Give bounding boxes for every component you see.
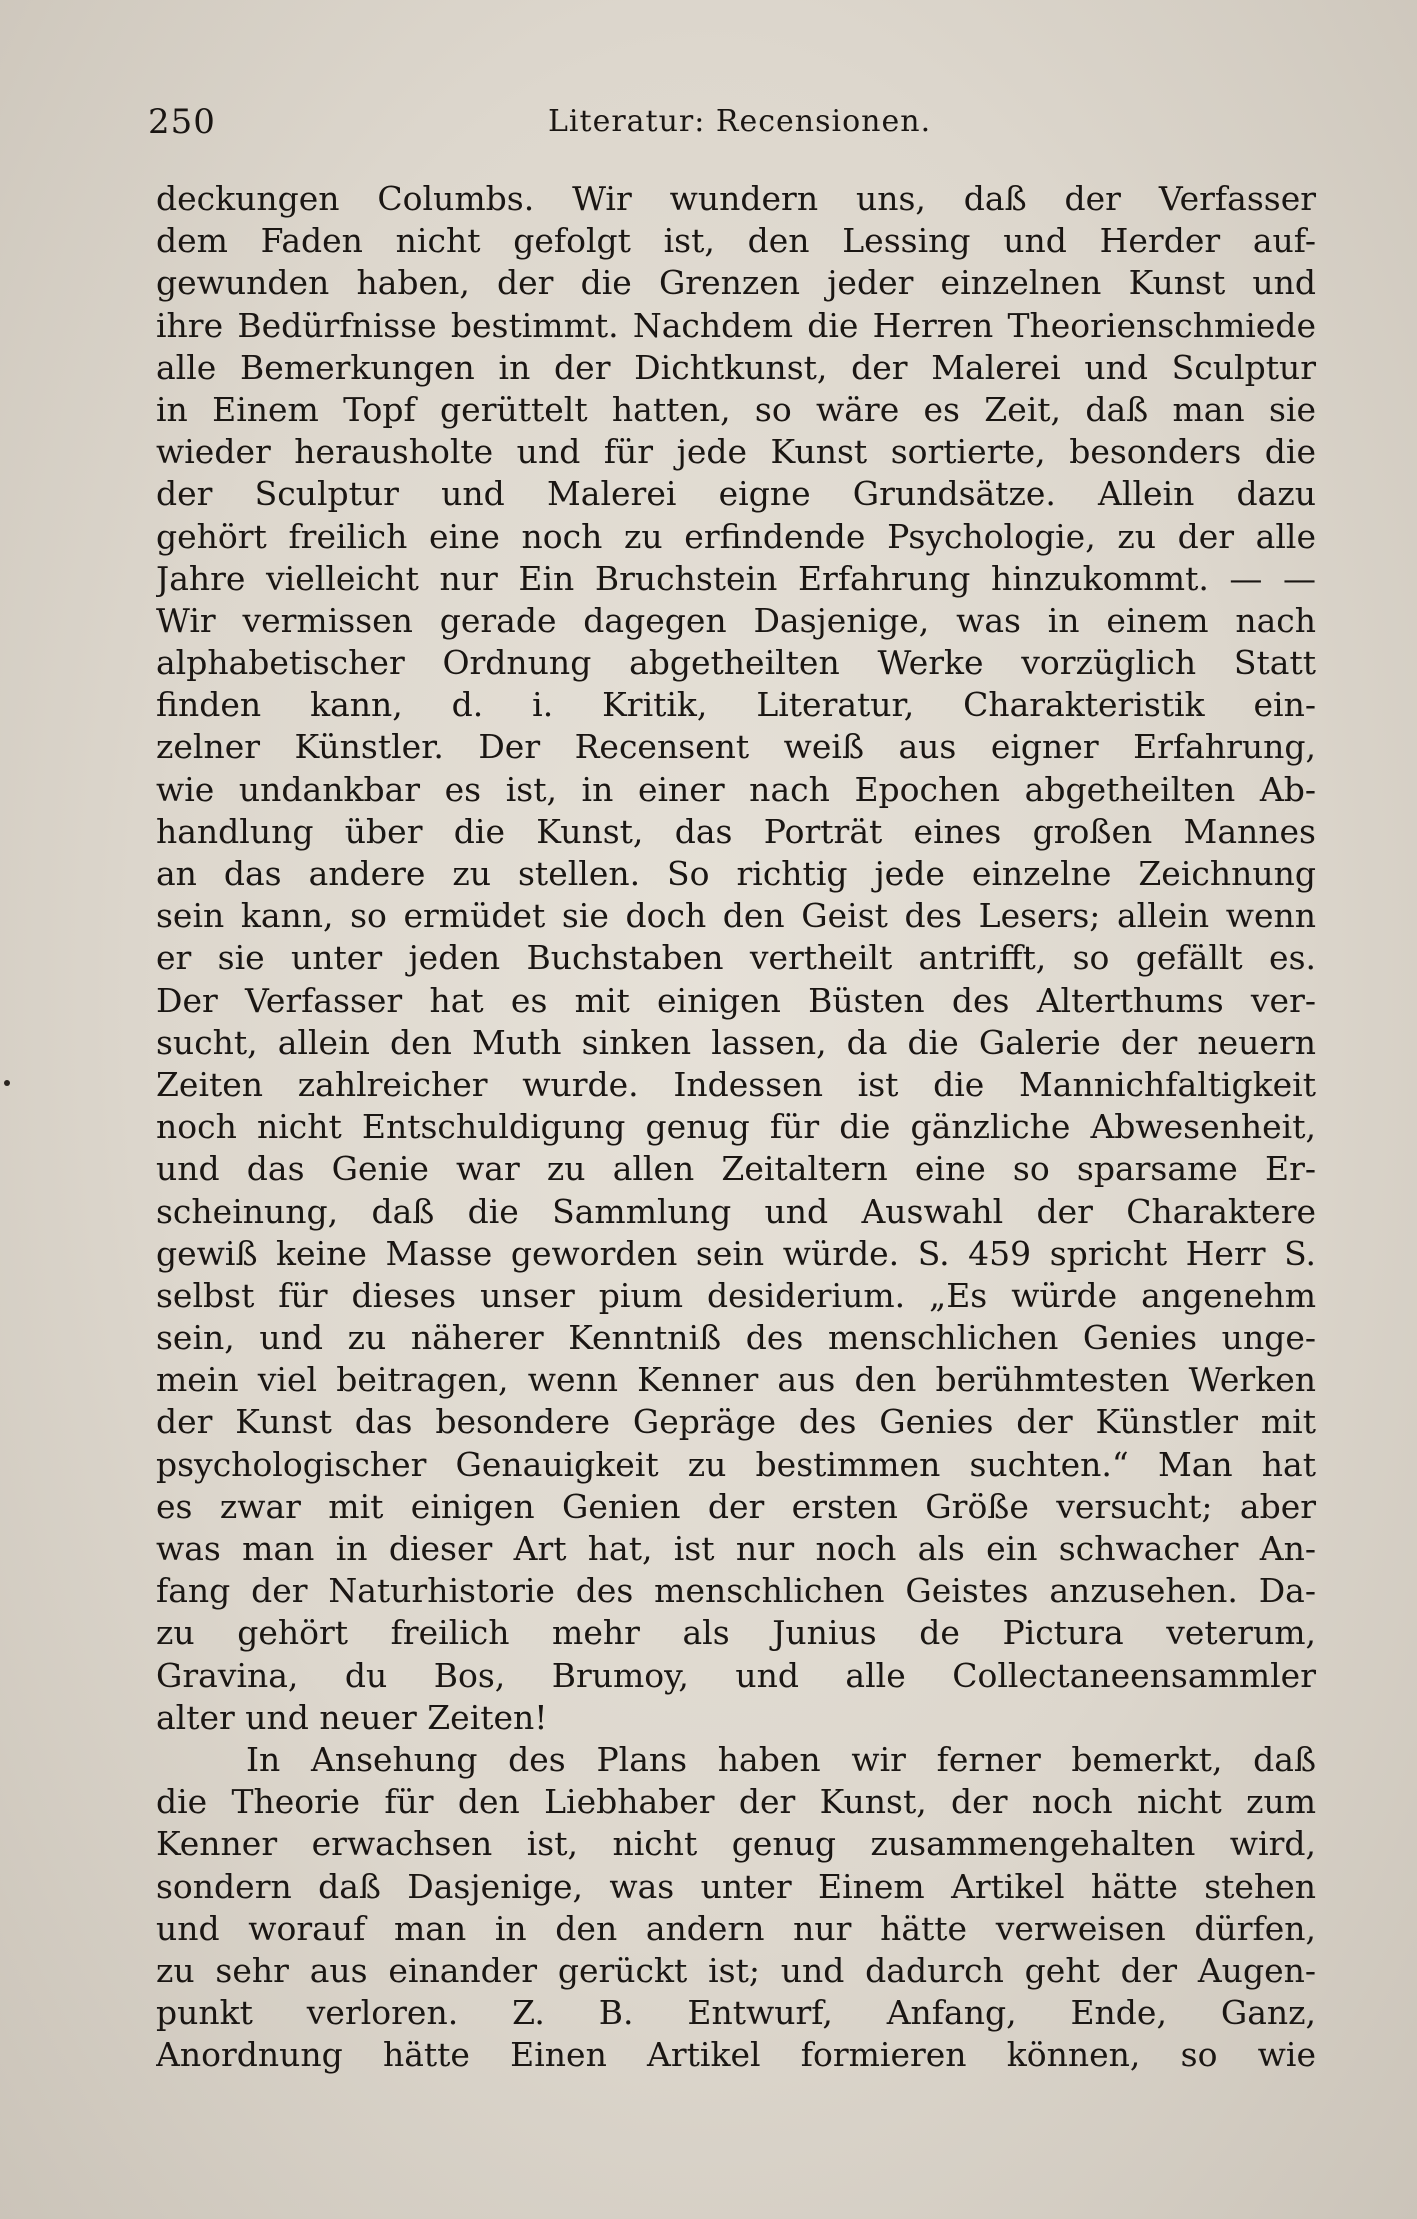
page-number: 250 [148, 102, 216, 142]
text-line: die Theorie für den Liebhaber der Kunst, der noch nicht zum [156, 1782, 1316, 1822]
body-text [156, 178, 1316, 2076]
text-line: finden kann, d. i. Kritik, Literatur, Charakteristik ein- [156, 685, 1316, 725]
text-line: sein, und zu näherer Kenntniß des menschlichen Genies unge- [156, 1318, 1316, 1358]
text-line: gehört freilich eine noch zu erfindende Psychologie, zu der alle [156, 516, 1316, 556]
text-line: sondern daß Dasjenige, was unter Einem Artikel hätte stehen [156, 1866, 1316, 1906]
text-line: noch nicht Entschuldigung genug für die gänzliche Abwesenheit, [156, 1107, 1316, 1147]
text-line: und worauf man in den andern nur hätte verweisen dürfen, [156, 1908, 1316, 1948]
text-line: fang der Naturhistorie des menschlichen Geistes anzusehen. Da- [156, 1571, 1316, 1611]
text-line: punkt verloren. Z. B. Entwurf, Anfang, Ende, Ganz, [156, 1993, 1316, 2033]
text-line: handlung über die Kunst, das Porträt eines großen Mannes [156, 811, 1316, 851]
text-line: Gravina, du Bos, Brumoy, und alle Collectaneensammler [156, 1655, 1316, 1695]
text-line: der Sculptur und Malerei eigne Grundsätze. Allein dazu [156, 474, 1316, 514]
margin-speck [4, 1080, 10, 1086]
text-line: Zeiten zahlreicher wurde. Indessen ist die Mannichfaltigkeit [156, 1064, 1316, 1104]
text-line: an das andere zu stellen. So richtig jede einzelne Zeichnung [156, 854, 1316, 893]
text-line: sucht, allein den Muth sinken lassen, da die Galerie der neuern [156, 1022, 1316, 1062]
text-line: der Kunst das besondere Gepräge des Genies der Künstler mit [156, 1402, 1316, 1442]
text-line: gewunden haben, der die Grenzen jeder einzelnen Kunst und [156, 263, 1316, 303]
text-line: dem Faden nicht gefolgt ist, den Lessing und Herder auf- [156, 221, 1316, 261]
text-line: deckungen Columbs. Wir wundern uns, daß der Verfasser [156, 179, 1316, 218]
text-line: Der Verfasser hat es mit einigen Büsten des Alterthums ver- [156, 980, 1316, 1020]
text-line: mein viel beitragen, wenn Kenner aus den berühmtesten Werken [156, 1360, 1316, 1400]
text-line: scheinung, daß die Sammlung und Auswahl der Charaktere [156, 1191, 1316, 1231]
text-line: Jahre vielleicht nur Ein Bruchstein Erfahrung hinzukommt. — — [156, 558, 1316, 598]
text-line: alle Bemerkungen in der Dichtkunst, der Malerei und Sculptur [156, 347, 1316, 387]
page-header [148, 102, 1308, 150]
text-line: was man in dieser Art hat, ist nur noch als ein schwacher An- [156, 1529, 1316, 1568]
text-line: er sie unter jeden Buchstaben vertheilt antrifft, so gefällt es. [156, 938, 1316, 978]
text-line: psychologischer Genauigkeit zu bestimmen suchten.“ Man hat [156, 1444, 1316, 1484]
text-line: wieder herausholte und für jede Kunst sortierte, besonders die [156, 432, 1316, 472]
running-head: Literatur: Recensionen. [548, 104, 932, 139]
text-line: in Einem Topf gerüttelt hatten, so wäre es Zeit, daß man sie [156, 389, 1316, 429]
text-line: zu sehr aus einander gerückt ist; und dadurch geht der Augen- [156, 1950, 1316, 1990]
text-line: Wir vermissen gerade dagegen Dasjenige, was in einem nach [156, 600, 1316, 640]
text-line: wie undankbar es ist, in einer nach Epochen abgetheilten Ab- [156, 769, 1316, 809]
text-line: sein kann, so ermüdet sie doch den Geist des Lesers; allein wenn [156, 896, 1316, 936]
text-line: zu gehört freilich mehr als Junius de Pictura veterum, [156, 1613, 1316, 1653]
paragraph-start-line: In Ansehung des Plans haben wir ferner bemerkt, daß [246, 1739, 1316, 1779]
text-line: und das Genie war zu allen Zeitaltern eine so sparsame Er- [156, 1149, 1316, 1189]
text-line: ihre Bedürfnisse bestimmt. Nachdem die Herren Theorienschmiede [156, 305, 1316, 345]
text-line: selbst für dieses unser pium desiderium. „Es würde angenehm [156, 1275, 1316, 1315]
text-line: Anordnung hätte Einen Artikel formieren können, so wie [156, 2035, 1316, 2075]
text-line: Kenner erwachsen ist, nicht genug zusammengehalten wird, [156, 1824, 1316, 1864]
text-line: zelner Künstler. Der Recensent weiß aus eigner Erfahrung, [156, 727, 1316, 767]
paragraph-end-line: alter und neuer Zeiten! [156, 1697, 548, 1737]
text-line: gewiß keine Masse geworden sein würde. S. 459 spricht Herr S. [156, 1233, 1316, 1273]
text-line: es zwar mit einigen Genien der ersten Größe versucht; aber [156, 1486, 1316, 1526]
text-line: alphabetischer Ordnung abgetheilten Werke vorzüglich Statt [156, 643, 1316, 683]
